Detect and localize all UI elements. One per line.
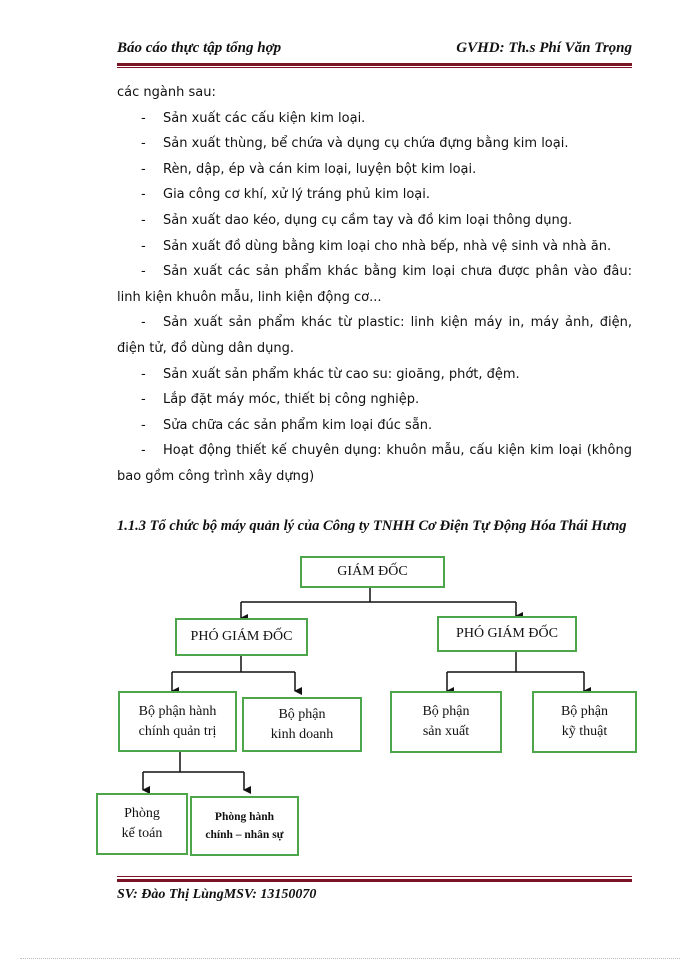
org-box-deputy-right: PHÓ GIÁM ĐỐC — [437, 616, 577, 652]
org-box-hr: Phòng hành chính – nhân sự — [190, 796, 299, 856]
list-item: - Rèn, dập, ép và cán kim loại, luyện bột kim loại. — [141, 161, 477, 177]
intro-line: các ngành sau: — [117, 85, 216, 100]
org-box-director: GIÁM ĐỐC — [300, 556, 445, 588]
list-item: - Sản xuất dao kéo, dụng cụ cầm tay và đồ kim loại thông dụng. — [141, 212, 573, 228]
list-item: - Sản xuất các cấu kiện kim loại. — [141, 110, 366, 126]
list-item: - Sửa chữa các sản phẩm kim loại đúc sẵn. — [141, 417, 433, 433]
footer-rule-thin — [117, 876, 632, 877]
list-item: - Sản xuất đồ dùng bằng kim loại cho nhà bếp, nhà vệ sinh và nhà ăn. — [141, 238, 612, 254]
org-box-admin-dept: Bộ phận hành chính quản trị — [118, 691, 237, 752]
list-item: - Gia công cơ khí, xử lý tráng phủ kim loại. — [141, 187, 430, 203]
org-box-production-dept: Bộ phận sản xuất — [390, 691, 502, 753]
header-supervisor: GVHD: Th.s Phí Văn Trọng — [456, 40, 632, 56]
list-item: - Sản xuất các sản phẩm khác bằng kim loại chưa được phân vào đâu: linh kiện khuôn mẫu, linh kiện động cơ... — [117, 264, 632, 305]
list-item: - Sản xuất thùng, bể chứa và dụng cụ chứa đựng bằng kim loại. — [141, 136, 569, 152]
list-item: - Hoạt động thiết kế chuyên dụng: khuôn mẫu, cấu kiện kim loại (không bao gồm công trình xây dựng) — [117, 443, 632, 484]
list-item: - Sản xuất sản phẩm khác từ plastic: linh kiện máy in, máy ảnh, điện, điện tử, đồ dùng dân dụng. — [117, 315, 632, 356]
section-heading: 1.1.3 Tổ chức bộ máy quản lý của Công ty TNHH Cơ Điện Tự Động Hóa Thái Hưng — [117, 518, 627, 534]
list-item: - Sản xuất sản phẩm khác từ cao su: gioăng, phớt, đệm. — [141, 366, 520, 382]
page-footer: SV: Đào Thị LùngMSV: 13150070 — [117, 887, 317, 902]
page-edge-divider — [20, 958, 680, 959]
org-box-accounting: Phòng kế toán — [96, 793, 188, 855]
org-box-deputy-left: PHÓ GIÁM ĐỐC — [175, 618, 308, 656]
list-item: - Lắp đặt máy móc, thiết bị công nghiệp. — [141, 392, 420, 408]
org-box-business-dept: Bộ phận kinh doanh — [242, 697, 362, 752]
footer-rule — [117, 879, 632, 882]
org-box-technical-dept: Bộ phận kỹ thuật — [532, 691, 637, 753]
header-report-title: Báo cáo thực tập tổng hợp — [117, 40, 282, 56]
